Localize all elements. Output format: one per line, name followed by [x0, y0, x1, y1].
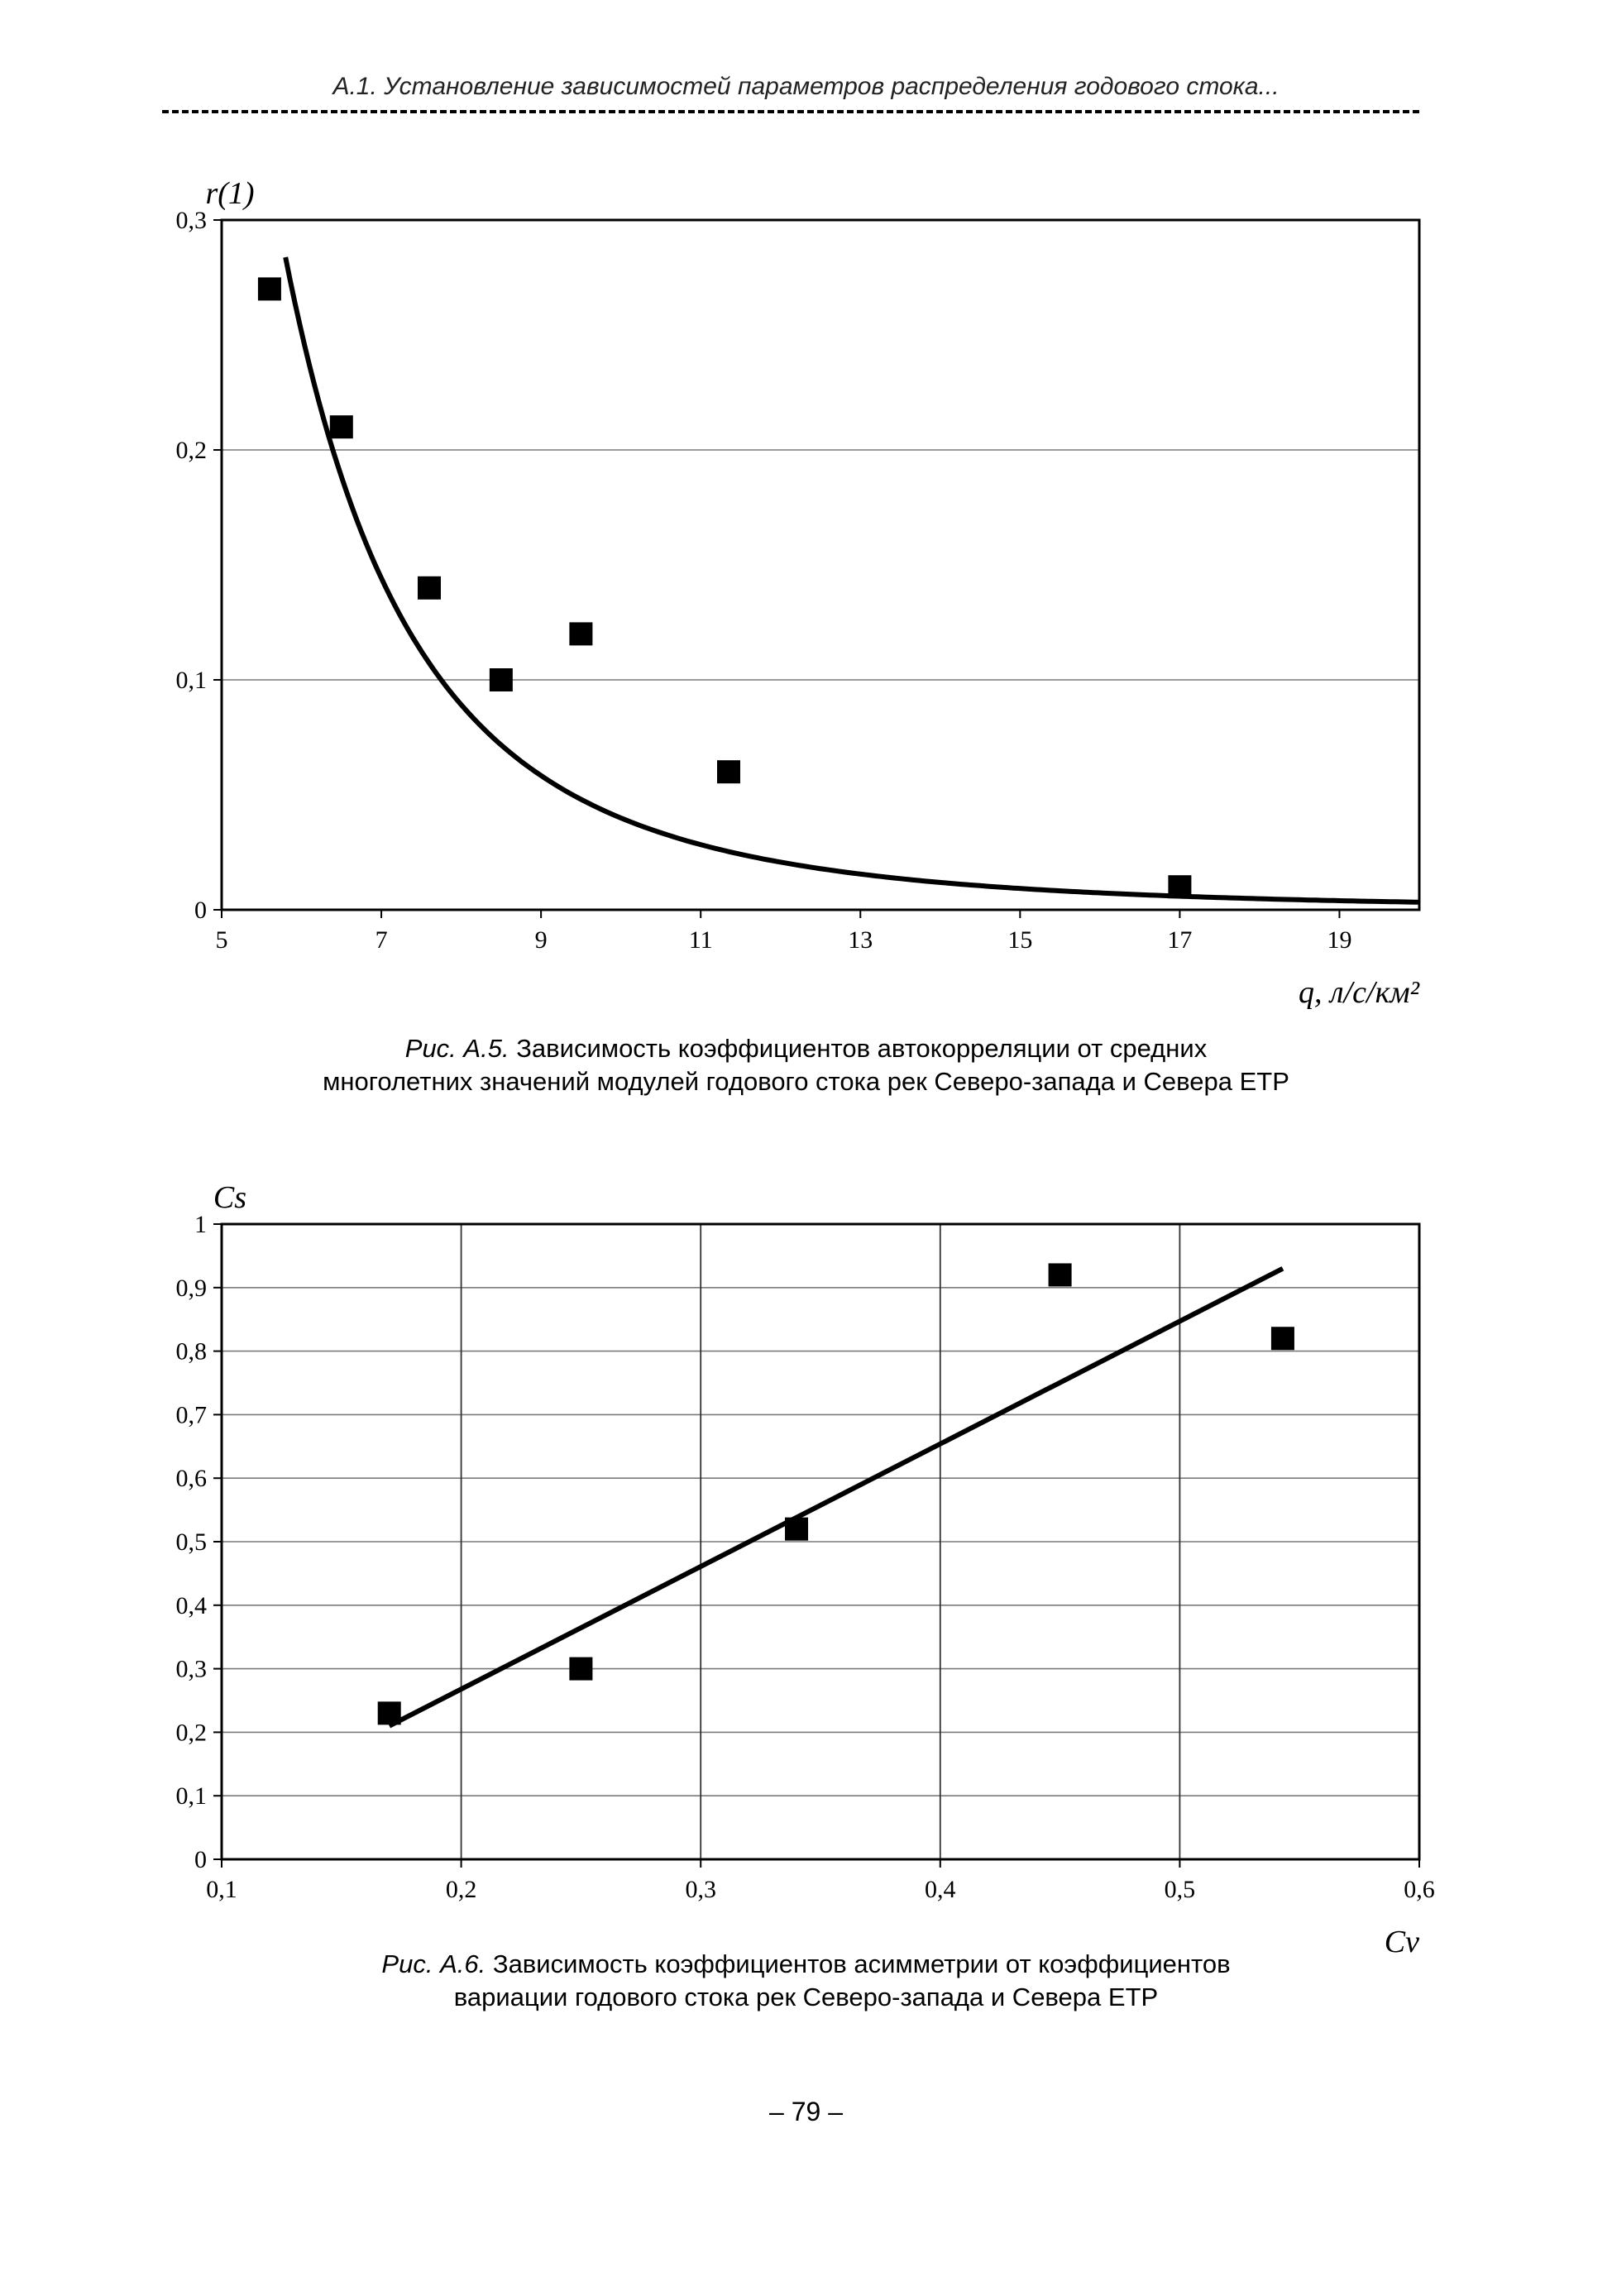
trend-line [390, 1269, 1283, 1726]
x-tick-label: 7 [375, 926, 388, 954]
data-point [490, 668, 513, 691]
x-tick-label: 0,2 [445, 1876, 477, 1903]
caption-figure-a6 [0, 1948, 1612, 2014]
y-tick-label: 0 [194, 1846, 207, 1873]
y-tick-label: 0,9 [175, 1274, 207, 1302]
x-tick-label: 0,5 [1164, 1876, 1196, 1903]
data-point [418, 576, 441, 600]
caption-text: многолетних значений модулей годового стока рек Северо-запада и Севера ЕТР [323, 1067, 1289, 1096]
caption-text: Зависимость коэффициентов автокорреляции от средних [516, 1034, 1208, 1063]
trend-line [285, 257, 1419, 902]
y-tick-label: 0,2 [175, 437, 207, 464]
caption-figure-id: Рис. А.5. [404, 1034, 509, 1063]
data-point [1271, 1327, 1294, 1350]
x-tick-label: 15 [1007, 926, 1033, 954]
caption-figure-a5 [0, 1032, 1612, 1098]
x-tick-label: 0,6 [1404, 1876, 1435, 1903]
data-point [785, 1518, 808, 1541]
y-tick-label: 0,7 [175, 1401, 207, 1429]
x-tick-label: 13 [848, 926, 873, 954]
running-head: А.1. Установление зависимостей параметров распределения годового стока... [332, 73, 1280, 100]
data-point [569, 622, 592, 645]
x-tick-label: 19 [1327, 926, 1352, 954]
x-tick-label: 5 [215, 926, 228, 954]
x-axis-label: q, л/с/км² [1299, 975, 1419, 1010]
caption-text: вариации годового стока рек Северо-запада и Севера ЕТР [453, 1983, 1159, 2011]
chart-autocorrelation [0, 157, 1612, 1050]
x-tick-label: 0,4 [925, 1876, 956, 1903]
data-point [378, 1701, 401, 1724]
x-tick-label: 17 [1167, 926, 1193, 954]
x-axis-label: Cv [1384, 1925, 1419, 1959]
plot-frame [222, 220, 1419, 910]
data-point [1049, 1263, 1072, 1286]
y-tick-label: 0,4 [175, 1591, 207, 1619]
y-tick-label: 0,2 [175, 1719, 207, 1747]
y-tick-label: 0,3 [175, 207, 207, 234]
data-point [258, 277, 281, 300]
header-divider [162, 110, 1419, 113]
caption-text: Зависимость коэффициентов асимметрии от коэффициентов [492, 1949, 1231, 1978]
chart-cs-vs-cv [0, 1174, 1612, 1968]
x-tick-label: 0,1 [206, 1876, 237, 1903]
data-point [1168, 875, 1191, 898]
data-point [717, 760, 740, 783]
y-tick-label: 0,1 [175, 667, 207, 694]
y-axis-label: Cs [213, 1180, 247, 1215]
y-tick-label: 1 [194, 1211, 207, 1238]
data-point [569, 1657, 592, 1681]
x-tick-label: 0,3 [685, 1876, 716, 1903]
y-tick-label: 0,8 [175, 1337, 207, 1366]
y-tick-label: 0,3 [175, 1655, 207, 1683]
y-tick-label: 0,1 [175, 1782, 207, 1810]
y-tick-label: 0,5 [175, 1528, 207, 1556]
caption-figure-id: Рис. А.6. [381, 1949, 486, 1978]
y-tick-label: 0 [194, 897, 207, 924]
x-tick-label: 11 [688, 926, 713, 954]
y-tick-label: 0,6 [175, 1465, 207, 1493]
x-tick-label: 9 [534, 926, 548, 954]
data-point [330, 415, 353, 438]
y-axis-label: r(1) [205, 176, 255, 211]
page-number: – 79 – [769, 2097, 843, 2126]
